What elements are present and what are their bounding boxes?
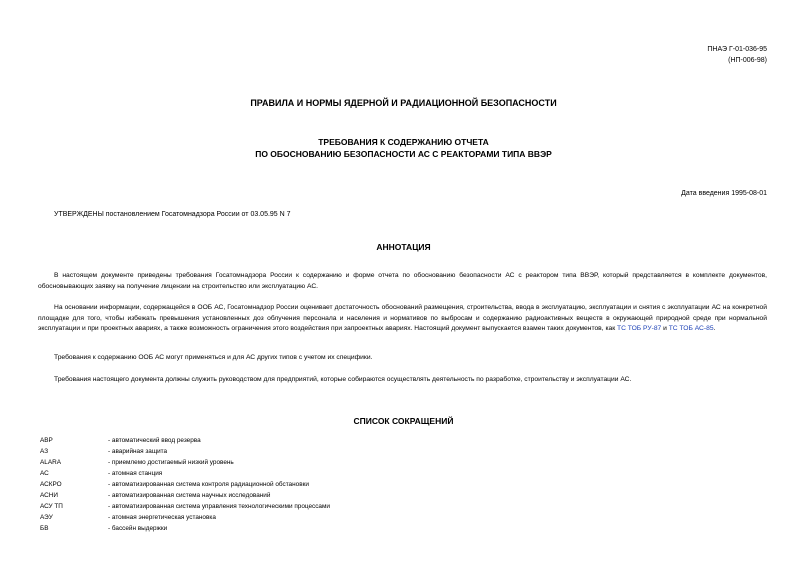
document-title: ПРАВИЛА И НОРМЫ ЯДЕРНОЙ И РАДИАЦИОННОЙ БЕЗОПАСНОСТИ (250, 98, 557, 108)
doc-code-alt: (НП-006-98) (728, 57, 767, 64)
list-item (40, 490, 440, 501)
abbreviations-heading: СПИСОК СОКРАЩЕНИЙ (353, 416, 454, 426)
abbr-desc: - автоматизированная система управления технологическими процессами (108, 503, 330, 510)
annotation-paragraph-4: Требования настоящего документа должны служить руководством для предприятий, которые собираются осуществлять деятельность по разработке, строительству и эксплуатации АС. (54, 376, 632, 383)
abbr-code: АСКРО (40, 481, 62, 488)
annotation-paragraph-1: В настоящем документе приведены требования Госатомнадзора России к содержанию и форме отчета по обоснованию безопасности АС с реактором типа ВВЭР, который представляется в комплекте документов, обосновывающих заявку на получение лицензии на строительство или эксплуатацию АС. (38, 272, 767, 290)
abbr-desc: - атомная энергетическая установка (108, 514, 216, 521)
doc-code: ПНАЭ Г-01-036-95 (707, 46, 767, 53)
abbr-desc: - атомная станция (108, 470, 163, 477)
abbr-desc: - автоматизированная система научных исследований (108, 492, 271, 499)
list-item (40, 435, 440, 446)
annotation-paragraph-2 (38, 303, 767, 335)
abbr-code: БВ (40, 525, 49, 532)
abbr-code: АСНИ (40, 492, 58, 499)
list-item (40, 446, 440, 457)
abbr-code: АСУ ТП (40, 503, 63, 510)
abbr-desc: - автоматизированная система контроля радиационной обстановки (108, 481, 309, 488)
paragraph-text-end: . (713, 325, 716, 332)
subtitle-line-2: ПО ОБОСНОВАНИЮ БЕЗОПАСНОСТИ АС С РЕАКТОРАМИ ТИПА ВВЭР (255, 149, 552, 159)
abbreviations-list (40, 435, 440, 534)
intro-date: Дата введения 1995-08-01 (681, 190, 767, 197)
abbr-code: АЗ (40, 448, 49, 455)
abbr-code: АЭУ (40, 514, 53, 521)
approved-prefix: УТВЕРЖДЕНЫ (54, 211, 104, 218)
annotation-paragraph-3: Требования к содержанию ООБ АС могут применяться и для АС других типов с учетом их специфики. (54, 354, 373, 361)
abbr-desc: - автоматический ввод резерва (108, 437, 201, 444)
abbr-desc: - аварийная защита (108, 448, 168, 455)
link-ts-tob-as-85[interactable]: ТС ТОБ АС-85 (668, 325, 714, 332)
paragraph-text: На основании информации, содержащейся в ООБ АС, Госатомнадзор России оценивает достаточность обоснований размещения, строительства, ввода в эксплуатацию, эксплуатации и снятия с эксплуатации АС на конкретной площадке для того, чтобы избежать превышения установленных доз облучения персонала и населения и нормативов по выбросам и содержанию радиоактивных веществ в окружающей природной среде при нормальной эксплуатации и при проектных авариях, а также возможность ограничения этого воздействия при запроектных авариях. Настоящий документ выпускается взамен таких документов, как (38, 304, 767, 332)
abbr-code: АС (40, 470, 49, 477)
list-item (40, 523, 440, 534)
list-item (40, 512, 440, 523)
abbr-code: ALARA (40, 459, 61, 466)
approved-line (54, 211, 291, 218)
list-item (40, 479, 440, 490)
annotation-heading: АННОТАЦИЯ (376, 242, 431, 252)
abbr-code: АВР (40, 437, 53, 444)
abbr-desc: - бассейн выдержки (108, 525, 168, 532)
document-subtitle (0, 136, 807, 160)
approved-text: постановлением Госатомнадзора России от 03.05.95 N 7 (103, 211, 291, 218)
list-item (40, 501, 440, 512)
list-item (40, 457, 440, 468)
document-codes (707, 44, 767, 66)
subtitle-line-1: ТРЕБОВАНИЯ К СОДЕРЖАНИЮ ОТЧЕТА (318, 137, 489, 147)
abbr-desc: - приемлемо достигаемый низкий уровень (108, 459, 234, 466)
link-ts-tob-ru-87[interactable]: ТС ТОБ РУ-87 (617, 325, 662, 332)
list-item (40, 468, 440, 479)
paragraph-text-mid: и (661, 325, 669, 332)
